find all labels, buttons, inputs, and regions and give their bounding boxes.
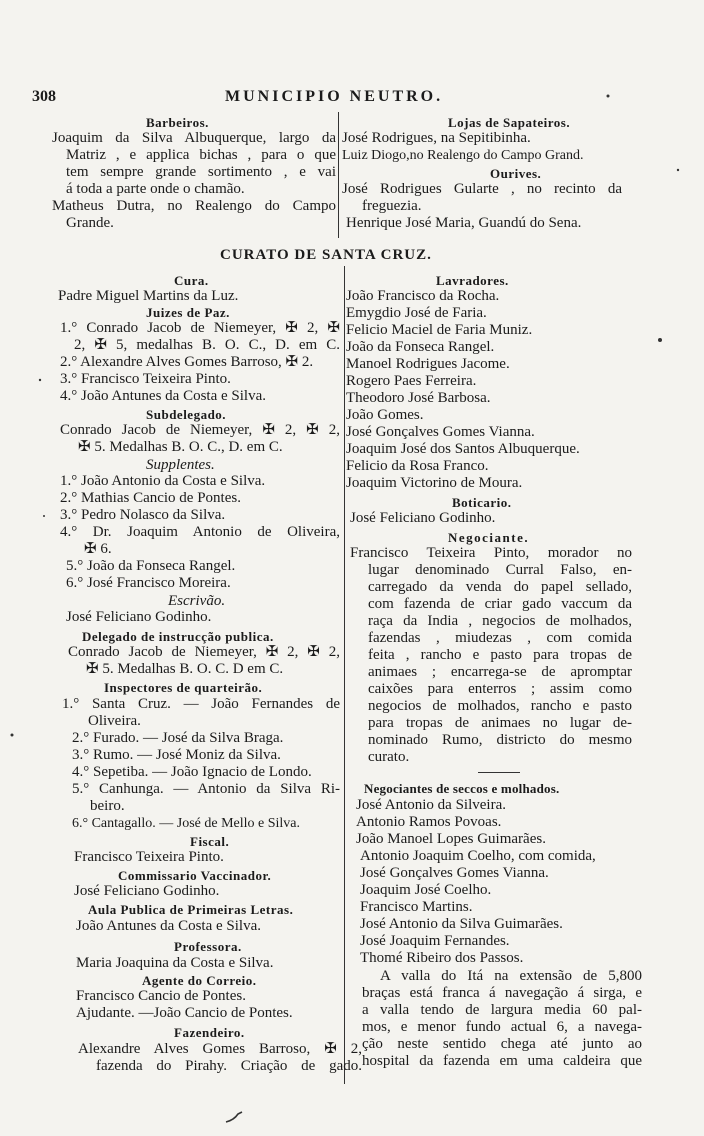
inspectores-line: beiro. xyxy=(90,798,125,814)
supplentes-line: 1.° João Antonio da Costa e Silva. xyxy=(60,473,266,489)
aula-heading: Aula Publica de Primeiras Letras. xyxy=(88,902,294,917)
supplentes-line: ✠ 6. xyxy=(84,541,112,557)
lavradores-line: João Gomes. xyxy=(346,407,424,423)
subdelegado-line: Conrado Jacob de Niemeyer, ✠ 2, ✠ 2, xyxy=(60,422,340,438)
seccos-line: José Antonio da Silva Guimarães. xyxy=(360,916,563,932)
delegado-heading: Delegado de instrucção publica. xyxy=(82,629,274,644)
barbeiros-line: tem sempre grande sortimento , e vai xyxy=(66,164,336,180)
agente-line: Ajudante. —João Cancio de Pontes. xyxy=(76,1005,293,1021)
fazendeiro-heading: Fazendeiro. xyxy=(174,1025,245,1040)
cura-heading: Cura. xyxy=(174,273,209,288)
lavradores-line: Emygdio José de Faria. xyxy=(346,305,487,321)
commissario-heading: Commissario Vaccinador. xyxy=(118,868,272,883)
seccos-line: José Joaquim Fernandes. xyxy=(360,933,510,949)
barbeiros-line: Matriz , e applica bichas , para o que xyxy=(66,147,336,163)
valla-line: a valla tendo de largura media 60 pal- xyxy=(362,1002,642,1018)
page-number: 308 xyxy=(32,88,56,105)
supplentes-line: 3.° Pedro Nolasco da Silva. xyxy=(60,507,226,523)
inspectores-line: 2.° Furado. — José da Silva Braga. xyxy=(72,730,284,746)
lavradores-heading: Lavradores. xyxy=(436,273,509,288)
valla-line: mos, e menor fundo actual 6, a navega- xyxy=(362,1019,642,1035)
negociante-line: fazendas , miudezas , com comida xyxy=(368,630,632,646)
lavradores-line: José Gonçalves Gomes Vianna. xyxy=(346,424,535,440)
barbeiros-line: Grande. xyxy=(66,215,114,231)
speck xyxy=(43,515,45,517)
barbeiros-line: á toda a parte onde o chamão. xyxy=(66,181,245,197)
juizes-line: 2.° Alexandre Alves Gomes Barroso, ✠ 2. xyxy=(60,354,314,370)
inspectores-line: 1.° Santa Cruz. — João Fernandes de xyxy=(62,696,340,712)
sapateiros-heading: Lojas de Sapateiros. xyxy=(448,115,571,130)
seccos-line: Thomé Ribeiro dos Passos. xyxy=(360,950,524,966)
juizes-line: 4.° João Antunes da Costa e Silva. xyxy=(60,388,266,404)
negociante-line: com fazenda de criar gado vaccum da xyxy=(368,596,632,612)
lavradores-line: Rogero Paes Ferreira. xyxy=(346,373,477,389)
supplentes-heading: Supplentes. xyxy=(146,457,215,473)
valla-line: braças está franca á navegação á sirga, e xyxy=(362,985,642,1001)
negociante-heading: Negociante. xyxy=(448,530,530,545)
inspectores-line: 3.° Rumo. — José Moniz da Silva. xyxy=(72,747,281,763)
ink-mark xyxy=(226,1112,242,1122)
fazendeiro-line: fazenda do Pirahy. Criação de gado. xyxy=(96,1058,362,1074)
negociante-line: lugar denominado Curral Falso, en- xyxy=(368,562,632,578)
lavradores-line: Theodoro José Barbosa. xyxy=(346,390,491,406)
seccos-line: José Gonçalves Gomes Vianna. xyxy=(360,865,549,881)
negociante-line: negocios de molhados, rancho e pasto xyxy=(368,698,632,714)
lavradores-line: Joaquim José dos Santos Albuquerque. xyxy=(346,441,580,457)
lavradores-line: Joaquim Victorino de Moura. xyxy=(346,475,523,491)
speck xyxy=(607,95,610,98)
agente-heading: Agente do Correio. xyxy=(142,973,257,988)
inspectores-line: Oliveira. xyxy=(88,713,141,729)
negociante-line: carregado da venda do papel sellado, xyxy=(368,579,632,595)
aula-name: João Antunes da Costa e Silva. xyxy=(76,918,261,934)
valla-line: A valla do Itá na extensão de 5,800 xyxy=(380,968,642,984)
supplentes-line: 5.° João da Fonseca Rangel. xyxy=(66,558,236,574)
negociante-line: caixões para enterros ; assim como xyxy=(368,681,632,697)
seccos-line: Antonio Joaquim Coelho, com comida, xyxy=(360,848,596,864)
valla-line: ção neste sentido chega até junto ao xyxy=(362,1036,642,1052)
lavradores-line: Manoel Rodrigues Jacome. xyxy=(346,356,510,372)
fazendeiro-line: Alexandre Alves Gomes Barroso, ✠ 2, xyxy=(78,1041,362,1057)
commissario-name: José Feliciano Godinho. xyxy=(74,883,220,899)
seccos-line: José Antonio da Silveira. xyxy=(356,797,506,813)
negociante-line: raça da India , negocios de molhados, xyxy=(368,613,632,629)
supplentes-line: 4.° Dr. Joaquim Antonio de Oliveira, xyxy=(60,524,340,540)
subdelegado-heading: Subdelegado. xyxy=(146,407,227,422)
negociante-line: para tropas de animaes no lugar de- xyxy=(368,715,632,731)
juizes-line: 1.° Conrado Jacob de Niemeyer, ✠ 2, ✠ xyxy=(60,320,340,336)
juizes-heading: Juizes de Paz. xyxy=(146,305,230,320)
inspectores-line: 4.° Sepetiba. — João Ignacio de Londo. xyxy=(72,764,312,780)
seccos-line: Antonio Ramos Povoas. xyxy=(356,814,502,830)
juizes-line: 3.° Francisco Teixeira Pinto. xyxy=(60,371,231,387)
negociante-line: nominado Rumo, districto do mesmo xyxy=(368,732,632,748)
barbeiros-line: Joaquim da Silva Albuquerque, largo da xyxy=(52,130,336,146)
barbeiros-heading: Barbeiros. xyxy=(146,115,209,130)
lavradores-line: João Francisco da Rocha. xyxy=(346,288,500,304)
negociante-line: curato. xyxy=(368,749,410,765)
boticario-name: José Feliciano Godinho. xyxy=(350,510,496,526)
running-title: MUNICIPIO NEUTRO. xyxy=(225,88,444,105)
cura-name: Padre Miguel Martins da Luz. xyxy=(58,288,239,304)
lavradores-line: Felicio Maciel de Faria Muniz. xyxy=(346,322,533,338)
barbeiros-line: Matheus Dutra, no Realengo do Campo xyxy=(52,198,336,214)
agente-line: Francisco Cancio de Pontes. xyxy=(76,988,246,1004)
seccos-line: Francisco Martins. xyxy=(360,899,473,915)
seccos-line: João Manoel Lopes Guimarães. xyxy=(356,831,546,847)
boticario-heading: Boticario. xyxy=(452,495,512,510)
escrivao-heading: Escrivão. xyxy=(168,593,226,609)
ourives-line: José Rodrigues Gularte , no recinto da xyxy=(342,181,622,197)
ourives-line: Henrique José Maria, Guandú do Sena. xyxy=(346,215,582,231)
supplentes-line: 2.° Mathias Cancio de Pontes. xyxy=(60,490,241,506)
speck xyxy=(658,338,662,342)
negociante-line: feita , rancho e pasto para tropas de xyxy=(368,647,632,663)
negociante-line: animaes ; encarrega-se de apromptar xyxy=(368,664,632,680)
sapateiros-line: Luiz Diogo,no Realengo do Campo Grand. xyxy=(342,148,584,163)
professora-heading: Professora. xyxy=(174,939,242,954)
delegado-line: ✠ 5. Medalhas B. O. C. D em C. xyxy=(86,661,284,677)
valla-line: hospital da fazenda em uma caldeira que xyxy=(362,1053,642,1069)
inspectores-heading: Inspectores de quarteirão. xyxy=(104,680,263,695)
ourives-heading: Ourives. xyxy=(490,166,542,181)
speck xyxy=(11,734,14,737)
speck xyxy=(39,379,41,381)
subdelegado-line: ✠ 5. Medalhas B. O. C., D. em C. xyxy=(78,439,283,455)
sapateiros-line: José Rodrigues, na Sepitibinha. xyxy=(342,130,531,146)
juizes-line: 2, ✠ 5, medalhas B. O. C., D. em C. xyxy=(74,337,340,353)
inspectores-line: 6.° Cantagallo. — José de Mello e Silva. xyxy=(72,816,301,831)
seccos-line: Joaquim José Coelho. xyxy=(360,882,492,898)
supplentes-line: 6.° José Francisco Moreira. xyxy=(66,575,231,591)
lavradores-line: João da Fonseca Rangel. xyxy=(346,339,495,355)
fiscal-heading: Fiscal. xyxy=(190,834,230,849)
delegado-line: Conrado Jacob de Niemeyer, ✠ 2, ✠ 2, xyxy=(68,644,340,660)
escrivao-name: José Feliciano Godinho. xyxy=(66,609,212,625)
ourives-line: freguezia. xyxy=(362,198,422,214)
seccos-heading: Negociantes de seccos e molhados. xyxy=(364,781,560,796)
speck xyxy=(677,169,679,171)
professora-name: Maria Joaquina da Costa e Silva. xyxy=(76,955,274,971)
lavradores-line: Felicio da Rosa Franco. xyxy=(346,458,489,474)
fiscal-name: Francisco Teixeira Pinto. xyxy=(74,849,224,865)
negociante-line: Francisco Teixeira Pinto, morador no xyxy=(350,545,632,561)
inspectores-line: 5.° Canhunga. — Antonio da Silva Ri- xyxy=(72,781,340,797)
section-title: CURATO DE SANTA CRUZ. xyxy=(220,247,432,263)
